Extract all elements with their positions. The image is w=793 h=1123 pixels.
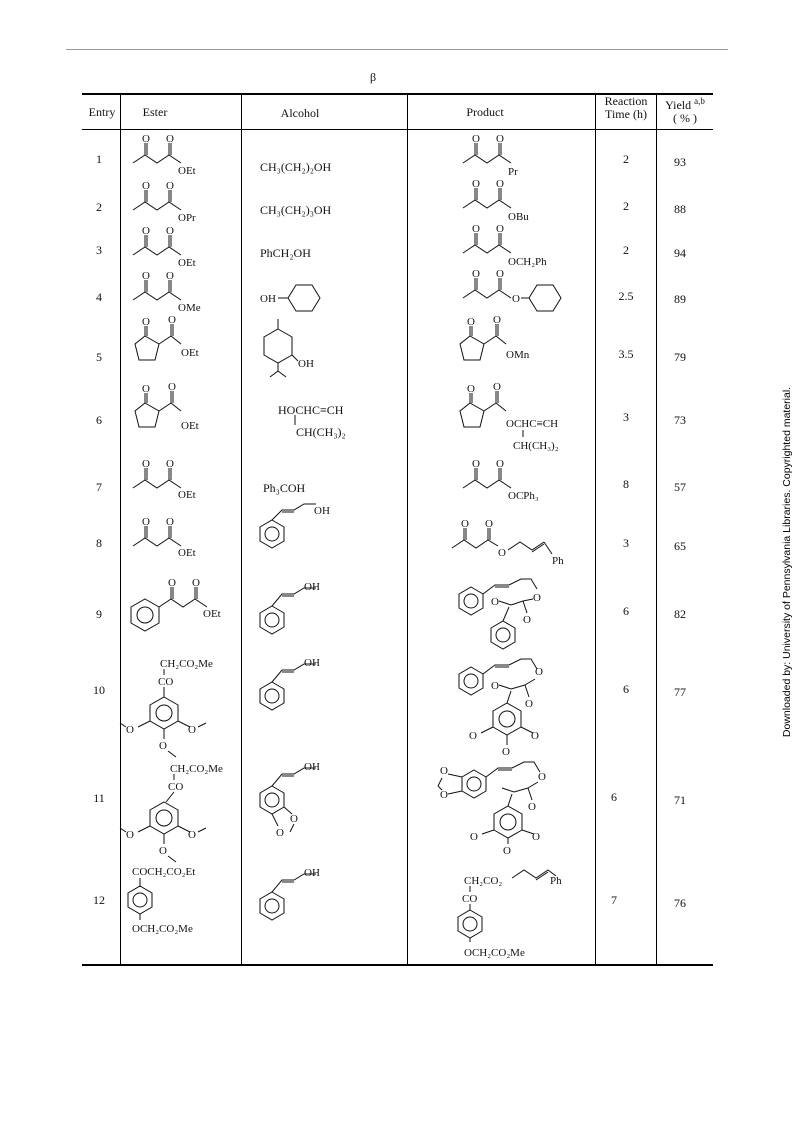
ester-label-2: CO [168, 781, 184, 793]
entry-number: 11 [93, 791, 105, 805]
top-rule [66, 49, 728, 50]
product-structure [455, 460, 585, 508]
product-label: OBu [508, 211, 529, 223]
header-ester: Ester [142, 105, 168, 119]
entry-number: 8 [96, 536, 102, 550]
reaction-time: 6 [623, 682, 629, 696]
product-structure [455, 133, 565, 181]
header-alcohol: Alcohol [280, 106, 320, 120]
beta-mark: β [370, 70, 377, 84]
entry-number: 3 [96, 243, 102, 257]
column-divider [407, 93, 408, 965]
alcohol-formula: PhCH₂OH [260, 246, 311, 260]
svg-text:O: O [188, 829, 196, 841]
product-label-3: CO [462, 893, 478, 905]
product-label: OCPh₃ [508, 490, 539, 502]
product-label: O [535, 666, 543, 678]
product-structure [455, 655, 585, 775]
svg-text:O: O [142, 516, 150, 528]
alcohol-bond [292, 415, 298, 427]
svg-text:O: O [496, 458, 504, 470]
yield-value: 88 [674, 202, 686, 216]
svg-text:O: O [496, 268, 504, 280]
svg-text:O: O [491, 680, 499, 692]
svg-text:O: O [440, 789, 448, 801]
table-header-rule [82, 129, 713, 130]
header-yield-text: Yield [665, 98, 695, 112]
reaction-time: 7 [611, 893, 617, 907]
alcohol-label: OH [304, 581, 320, 593]
entry-number: 12 [93, 893, 105, 907]
alcohol-structure [256, 500, 346, 552]
entry-number: 4 [96, 290, 102, 304]
svg-text:O: O [496, 223, 504, 235]
svg-text:O: O [523, 614, 531, 626]
alcohol-label: OH [304, 657, 320, 669]
product-label: OCH₂Ph [508, 256, 547, 268]
ester-structure [125, 518, 235, 566]
svg-text:O: O [528, 801, 536, 813]
product-label-4: OCH₂CO₂Me [464, 947, 525, 959]
yield-value: 89 [674, 292, 686, 306]
column-divider [241, 93, 242, 965]
header-time-line1: Reaction [604, 94, 648, 108]
reaction-time: 8 [623, 477, 629, 491]
ester-structure [125, 180, 235, 228]
ester-structure [125, 381, 235, 445]
ester-label: OEt [181, 347, 199, 359]
svg-text:O: O [142, 458, 150, 470]
alcohol-structure [256, 576, 346, 646]
svg-text:O: O [142, 383, 150, 395]
header-yield [657, 95, 713, 125]
reaction-time: 3 [623, 536, 629, 550]
alcohol-structure [256, 652, 346, 722]
svg-text:O: O [276, 827, 284, 839]
ester-structure [122, 655, 237, 775]
ester-structure [125, 133, 235, 181]
ester-label: COCH₂CO₂Et [132, 866, 196, 878]
svg-text:O: O [469, 730, 477, 742]
svg-text:O: O [472, 133, 480, 145]
svg-text:O: O [485, 518, 493, 530]
alcohol-structure [258, 280, 338, 316]
yield-value: 71 [674, 793, 686, 807]
ester-label: OMe [178, 302, 201, 314]
svg-text:O: O [493, 314, 501, 326]
svg-text:O: O [498, 547, 506, 559]
alcohol-label: OH [314, 505, 330, 517]
ester-label: OEt [178, 257, 196, 269]
svg-text:O: O [168, 381, 176, 393]
alcohol-label: OH [260, 293, 276, 305]
ester-label-2: CO [158, 676, 174, 688]
reaction-time: 2.5 [618, 289, 634, 303]
alcohol-formula-2: CH(CH₃)₂ [296, 425, 346, 439]
alcohol-formula: CH₃(CH₂)₂OH [260, 160, 332, 174]
alcohol-structure [258, 315, 338, 385]
reaction-time: 6 [623, 604, 629, 618]
yield-value: 73 [674, 413, 686, 427]
ester-structure [125, 575, 235, 645]
ester-label-2: OCH₂CO₂Me [132, 923, 193, 935]
svg-text:O: O [166, 225, 174, 237]
reaction-time: 2 [623, 152, 629, 166]
column-divider [595, 93, 596, 965]
svg-text:O: O [142, 133, 150, 145]
svg-text:O: O [126, 829, 134, 841]
svg-text:O: O [503, 845, 511, 857]
entry-number: 6 [96, 413, 102, 427]
svg-text:O: O [168, 314, 176, 326]
svg-text:O: O [142, 270, 150, 282]
product-structure [450, 314, 570, 378]
svg-text:O: O [142, 316, 150, 328]
alcohol-formula: CH₃(CH₂)₃OH [260, 203, 332, 217]
svg-text:O: O [467, 316, 475, 328]
svg-text:O: O [166, 270, 174, 282]
ester-label: OEt [178, 489, 196, 501]
product-structure [446, 520, 586, 568]
product-structure [455, 180, 565, 228]
svg-text:O: O [166, 516, 174, 528]
table-bottom-rule [82, 964, 713, 966]
alcohol-label: OH [298, 358, 314, 370]
svg-text:O: O [440, 765, 448, 777]
svg-text:O: O [532, 831, 540, 843]
ester-structure [122, 862, 240, 942]
svg-text:O: O [467, 383, 475, 395]
svg-text:O: O [491, 596, 499, 608]
ester-label: OEt [178, 547, 196, 559]
svg-text:O: O [166, 180, 174, 192]
svg-text:O: O [472, 268, 480, 280]
svg-text:O: O [461, 518, 469, 530]
svg-text:O: O [159, 845, 167, 857]
ester-label: OEt [178, 165, 196, 177]
yield-value: 77 [674, 685, 686, 699]
ester-structure [125, 314, 235, 378]
entry-number: 9 [96, 607, 102, 621]
svg-text:O: O [126, 724, 134, 736]
alcohol-label: OH [304, 761, 320, 773]
ester-label: OEt [203, 608, 221, 620]
alcohol-label: OH [304, 867, 320, 879]
product-label: O [512, 293, 520, 305]
product-label: O [538, 771, 546, 783]
column-divider [656, 93, 657, 965]
header-yield-line2: ( % ) [673, 111, 697, 125]
header-time-line2: Time (h) [605, 107, 647, 121]
svg-text:O: O [472, 458, 480, 470]
product-label: O [533, 592, 541, 604]
ester-label: OPr [178, 212, 196, 224]
svg-text:O: O [472, 178, 480, 190]
reaction-time: 2 [623, 199, 629, 213]
alcohol-formula: Ph₃COH [263, 481, 306, 495]
alcohol-formula: HOCHC≡CH [278, 403, 344, 417]
product-structure [450, 381, 590, 455]
header-product: Product [466, 105, 504, 119]
product-structure [436, 758, 586, 858]
yield-value: 65 [674, 539, 686, 553]
product-label: Ph [552, 555, 564, 567]
svg-text:O: O [472, 223, 480, 235]
yield-value: 94 [674, 246, 686, 260]
reaction-time: 6 [611, 790, 617, 804]
product-structure [455, 575, 575, 655]
svg-text:O: O [496, 133, 504, 145]
header-yield-footnote: a,b [694, 96, 705, 106]
yield-value: 82 [674, 607, 686, 621]
ester-label: CH₂CO₂Me [170, 763, 223, 775]
reaction-time: 3 [623, 410, 629, 424]
svg-text:O: O [531, 730, 539, 742]
alcohol-structure [256, 756, 346, 846]
svg-text:O: O [142, 225, 150, 237]
column-divider [120, 93, 121, 965]
reaction-time: 2 [623, 243, 629, 257]
reaction-time: 3.5 [618, 347, 634, 361]
entry-number: 10 [93, 683, 105, 697]
svg-text:O: O [525, 698, 533, 710]
entry-number: 7 [96, 480, 102, 494]
product-label: OMn [506, 349, 530, 361]
ester-structure [125, 270, 235, 318]
yield-value: 79 [674, 350, 686, 364]
ester-label: CH₂CO₂Me [160, 658, 213, 670]
download-watermark: Downloaded by: University of Pennsylvania Libraries. Copyrighted material. [781, 386, 793, 738]
ester-structure [125, 460, 235, 508]
ester-label: OEt [181, 420, 199, 432]
svg-text:O: O [166, 458, 174, 470]
svg-text:O: O [168, 577, 176, 589]
header-reaction-time [597, 95, 655, 121]
product-structure [450, 862, 590, 962]
svg-text:O: O [493, 381, 501, 393]
svg-text:O: O [142, 180, 150, 192]
svg-text:O: O [188, 724, 196, 736]
svg-text:O: O [496, 178, 504, 190]
alcohol-structure [256, 862, 346, 932]
ester-structure [125, 225, 235, 273]
svg-text:O: O [502, 746, 510, 758]
product-label: OCHC≡CH [506, 418, 559, 430]
entry-number: 1 [96, 152, 102, 166]
yield-value: 93 [674, 155, 686, 169]
yield-value: 57 [674, 480, 686, 494]
svg-text:O: O [470, 831, 478, 843]
svg-text:O: O [290, 813, 298, 825]
svg-text:O: O [192, 577, 200, 589]
product-label: Pr [508, 166, 518, 178]
product-structure [455, 270, 585, 320]
svg-text:O: O [166, 133, 174, 145]
header-entry: Entry [88, 105, 116, 119]
yield-value: 76 [674, 896, 686, 910]
product-label: CH₂CO₂ [464, 875, 503, 887]
product-label-2: Ph [550, 875, 562, 887]
entry-number: 5 [96, 350, 102, 364]
svg-text:O: O [159, 740, 167, 752]
header-yield-line1 [657, 95, 713, 112]
entry-number: 2 [96, 200, 102, 214]
product-structure [455, 225, 585, 273]
product-label-2: CH(CH₃)₂ [513, 440, 559, 452]
